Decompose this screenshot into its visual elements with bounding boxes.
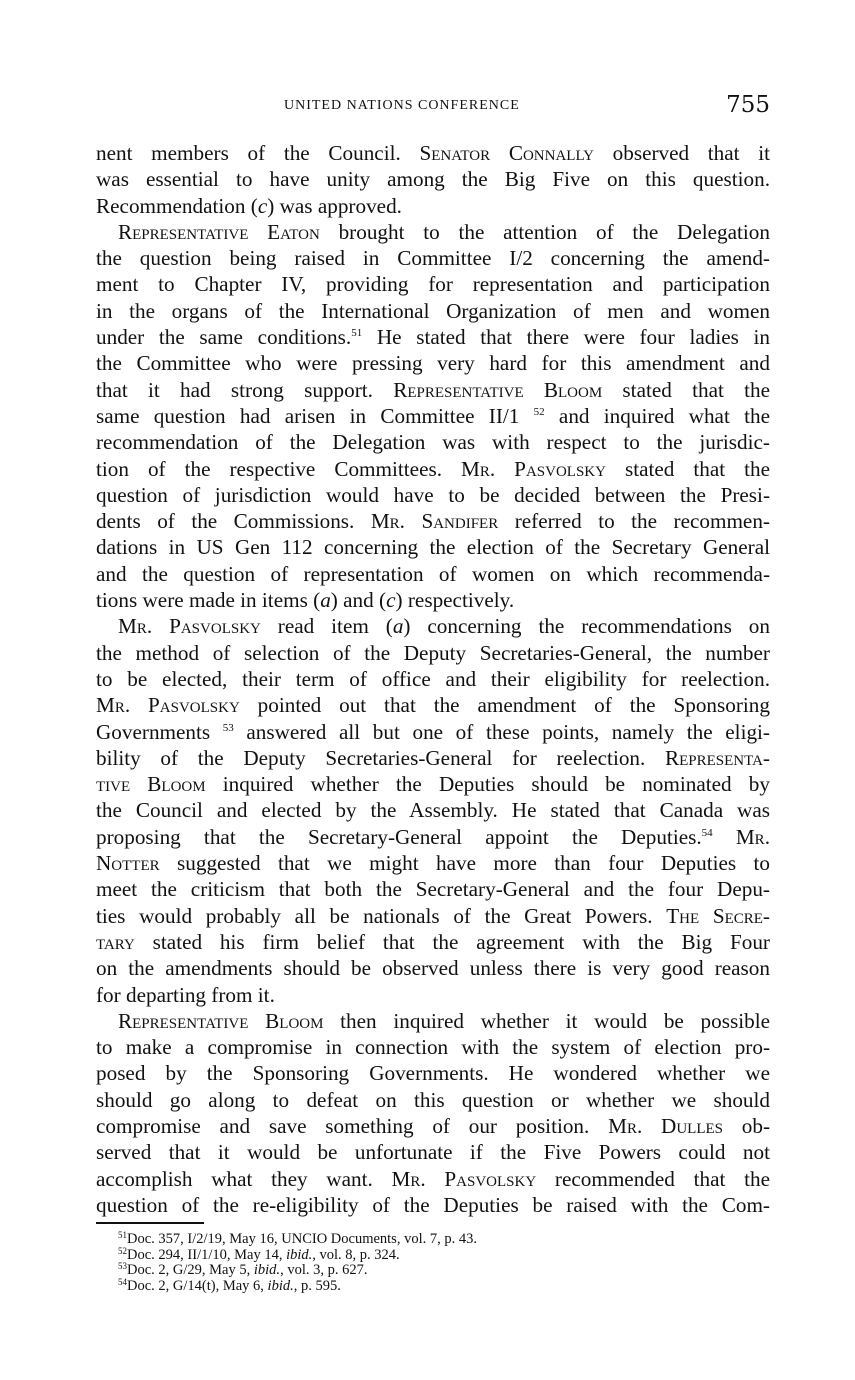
text-line: on the amendments should be observed unless there is very good reason xyxy=(96,956,770,981)
text-line: the method of selection of the Deputy Secretaries-General, the number xyxy=(96,640,770,665)
paragraph xyxy=(96,140,770,219)
paragraph xyxy=(96,1008,770,1218)
footnote-ref: 52 xyxy=(533,405,545,418)
text-line: Representative Eaton brought to the attention of the Delegation xyxy=(118,219,770,244)
text-line: compromise and save something of our position. Mr. Dulles ob- xyxy=(96,1113,770,1138)
text-line: the Council and elected by the Assembly. He stated that Canada was xyxy=(96,798,770,823)
text-line: dents of the Commissions. Mr. Sandifer referred to the recommen- xyxy=(96,509,770,534)
speaker-name: Mr. Pasvolsky xyxy=(96,693,240,718)
text-line: tary stated his firm belief that the agreement with the Big Four xyxy=(96,929,770,954)
speaker-name: The Secre- xyxy=(666,903,770,928)
text-line: Mr. Pasvolsky read item (a) concerning the recommendations on xyxy=(118,614,770,639)
text-line: Notter suggested that we might have more than four Deputies to xyxy=(96,851,770,876)
text-line: in the organs of the International Organization of men and women xyxy=(96,298,770,323)
speaker-name: Mr. Dulles xyxy=(608,1113,723,1138)
text-line: to be elected, their term of office and their eligibility for reelection. xyxy=(96,666,770,691)
text-line: nent members of the Council. Senator Connally observed that it xyxy=(96,141,770,165)
text-line: the Committee who were pressing very hard for this amendment and xyxy=(96,351,770,376)
body-text xyxy=(96,140,770,1218)
footnote: $^{52}$Doc. 294, II/1/10, May 14, ibid., vol. 8, p. 324. xyxy=(118,1245,400,1263)
running-title: UNITED NATIONS CONFERENCE xyxy=(284,98,520,113)
speaker-name: Mr. Pasvolsky xyxy=(118,614,261,639)
text-line: Governments $^{53}$ answered all but one of these points, namely the eligi- xyxy=(96,719,770,744)
text-line: and the question of representation of women on which recommenda- xyxy=(96,561,770,586)
speaker-name: Mr. xyxy=(735,824,770,849)
footnote: $^{53}$Doc. 2, G/29, May 5, ibid., vol. 3, p. 627. xyxy=(118,1261,368,1278)
page-header xyxy=(96,92,770,124)
text-line: proposing that the Secretary-General appoint the Deputies.$^{54}$ Mr. xyxy=(96,824,770,849)
text-line: Recommendation (c) was approved. xyxy=(96,193,402,218)
text-line: recommendation of the Delegation was with respect to the jurisdic- xyxy=(96,430,770,455)
text-line: same question had arisen in Committee II/1 $^{52}$ and inquired what the xyxy=(96,403,770,428)
text-line: ment to Chapter IV, providing for representation and participation xyxy=(96,272,770,297)
text-line: Representative Bloom then inquired whether it would be possible xyxy=(118,1008,770,1033)
text-line: was essential to have unity among the Big Five on this question. xyxy=(96,167,770,192)
text-line: tive Bloom inquired whether the Deputies should be nominated by xyxy=(96,772,770,797)
page-number: 755 xyxy=(726,92,770,118)
speaker-name: Representa- xyxy=(665,745,770,770)
text-line: question of jurisdiction would have to be decided between the Presi- xyxy=(96,482,770,507)
speaker-name: Mr. Pasvolsky xyxy=(461,456,606,481)
text-line: dations in US Gen 112 concerning the election of the Secretary General xyxy=(96,535,770,560)
text-line: posed by the Sponsoring Governments. He wondered whether we xyxy=(96,1061,770,1086)
speaker-name: Mr. Pasvolsky xyxy=(391,1166,537,1191)
speaker-name: Senator Connally xyxy=(419,141,594,165)
footnotes xyxy=(118,1232,770,1294)
speaker-name: tive Bloom xyxy=(96,772,206,797)
speaker-name: Mr. Sandifer xyxy=(370,509,499,534)
text-line: tions were made in items (a) and (c) respectively. xyxy=(96,588,515,613)
speaker-name: Representative Bloom xyxy=(393,377,603,402)
text-line: served that it would be unfortunate if the Five Powers could not xyxy=(96,1140,770,1165)
text-line: tion of the respective Committees. Mr. Pasvolsky stated that the xyxy=(96,456,770,481)
speaker-name: Notter xyxy=(96,851,160,876)
footnote-rule xyxy=(96,1222,204,1224)
text-line: Mr. Pasvolsky pointed out that the amendment of the Sponsoring xyxy=(96,693,770,718)
speaker-name: tary xyxy=(96,929,135,954)
text-line: the question being raised in Committee I/2 concerning the amend- xyxy=(96,246,770,271)
speaker-name: Representative Eaton xyxy=(118,219,320,244)
text-line: to make a compromise in connection with the system of election pro- xyxy=(96,1035,770,1060)
text-line: accomplish what they want. Mr. Pasvolsky recommended that the xyxy=(96,1166,770,1191)
text-line: bility of the Deputy Secretaries-General for reelection. Representa- xyxy=(96,745,770,770)
text-line: question of the re-eligibility of the Deputies be raised with the Com- xyxy=(96,1192,770,1217)
text-line: that it had strong support. Representative Bloom stated that the xyxy=(96,377,770,402)
text-line: ties would probably all be nationals of the Great Powers. The Secre- xyxy=(96,903,770,928)
text-line: meet the criticism that both the Secretary-General and the four Depu- xyxy=(96,877,770,902)
footnote-ref: 51 xyxy=(351,327,363,340)
text-line: under the same conditions.$^{51}$ He stated that there were four ladies in xyxy=(96,325,770,350)
footnote-ref: 53 xyxy=(222,721,234,734)
footnote-ref: 54 xyxy=(701,826,713,839)
text-line: for departing from it. xyxy=(96,982,275,1007)
paragraph xyxy=(96,613,770,1007)
footnote: $^{51}$Doc. 357, I/2/19, May 16, UNCIO Documents, vol. 7, p. 43. xyxy=(118,1230,477,1247)
footnote: $^{54}$Doc. 2, G/14(t), May 6, ibid., p. 595. xyxy=(118,1276,341,1294)
paragraph xyxy=(96,219,770,613)
speaker-name: Representative Bloom xyxy=(118,1008,324,1033)
text-line: should go along to defeat on this question or whether we should xyxy=(96,1087,770,1112)
